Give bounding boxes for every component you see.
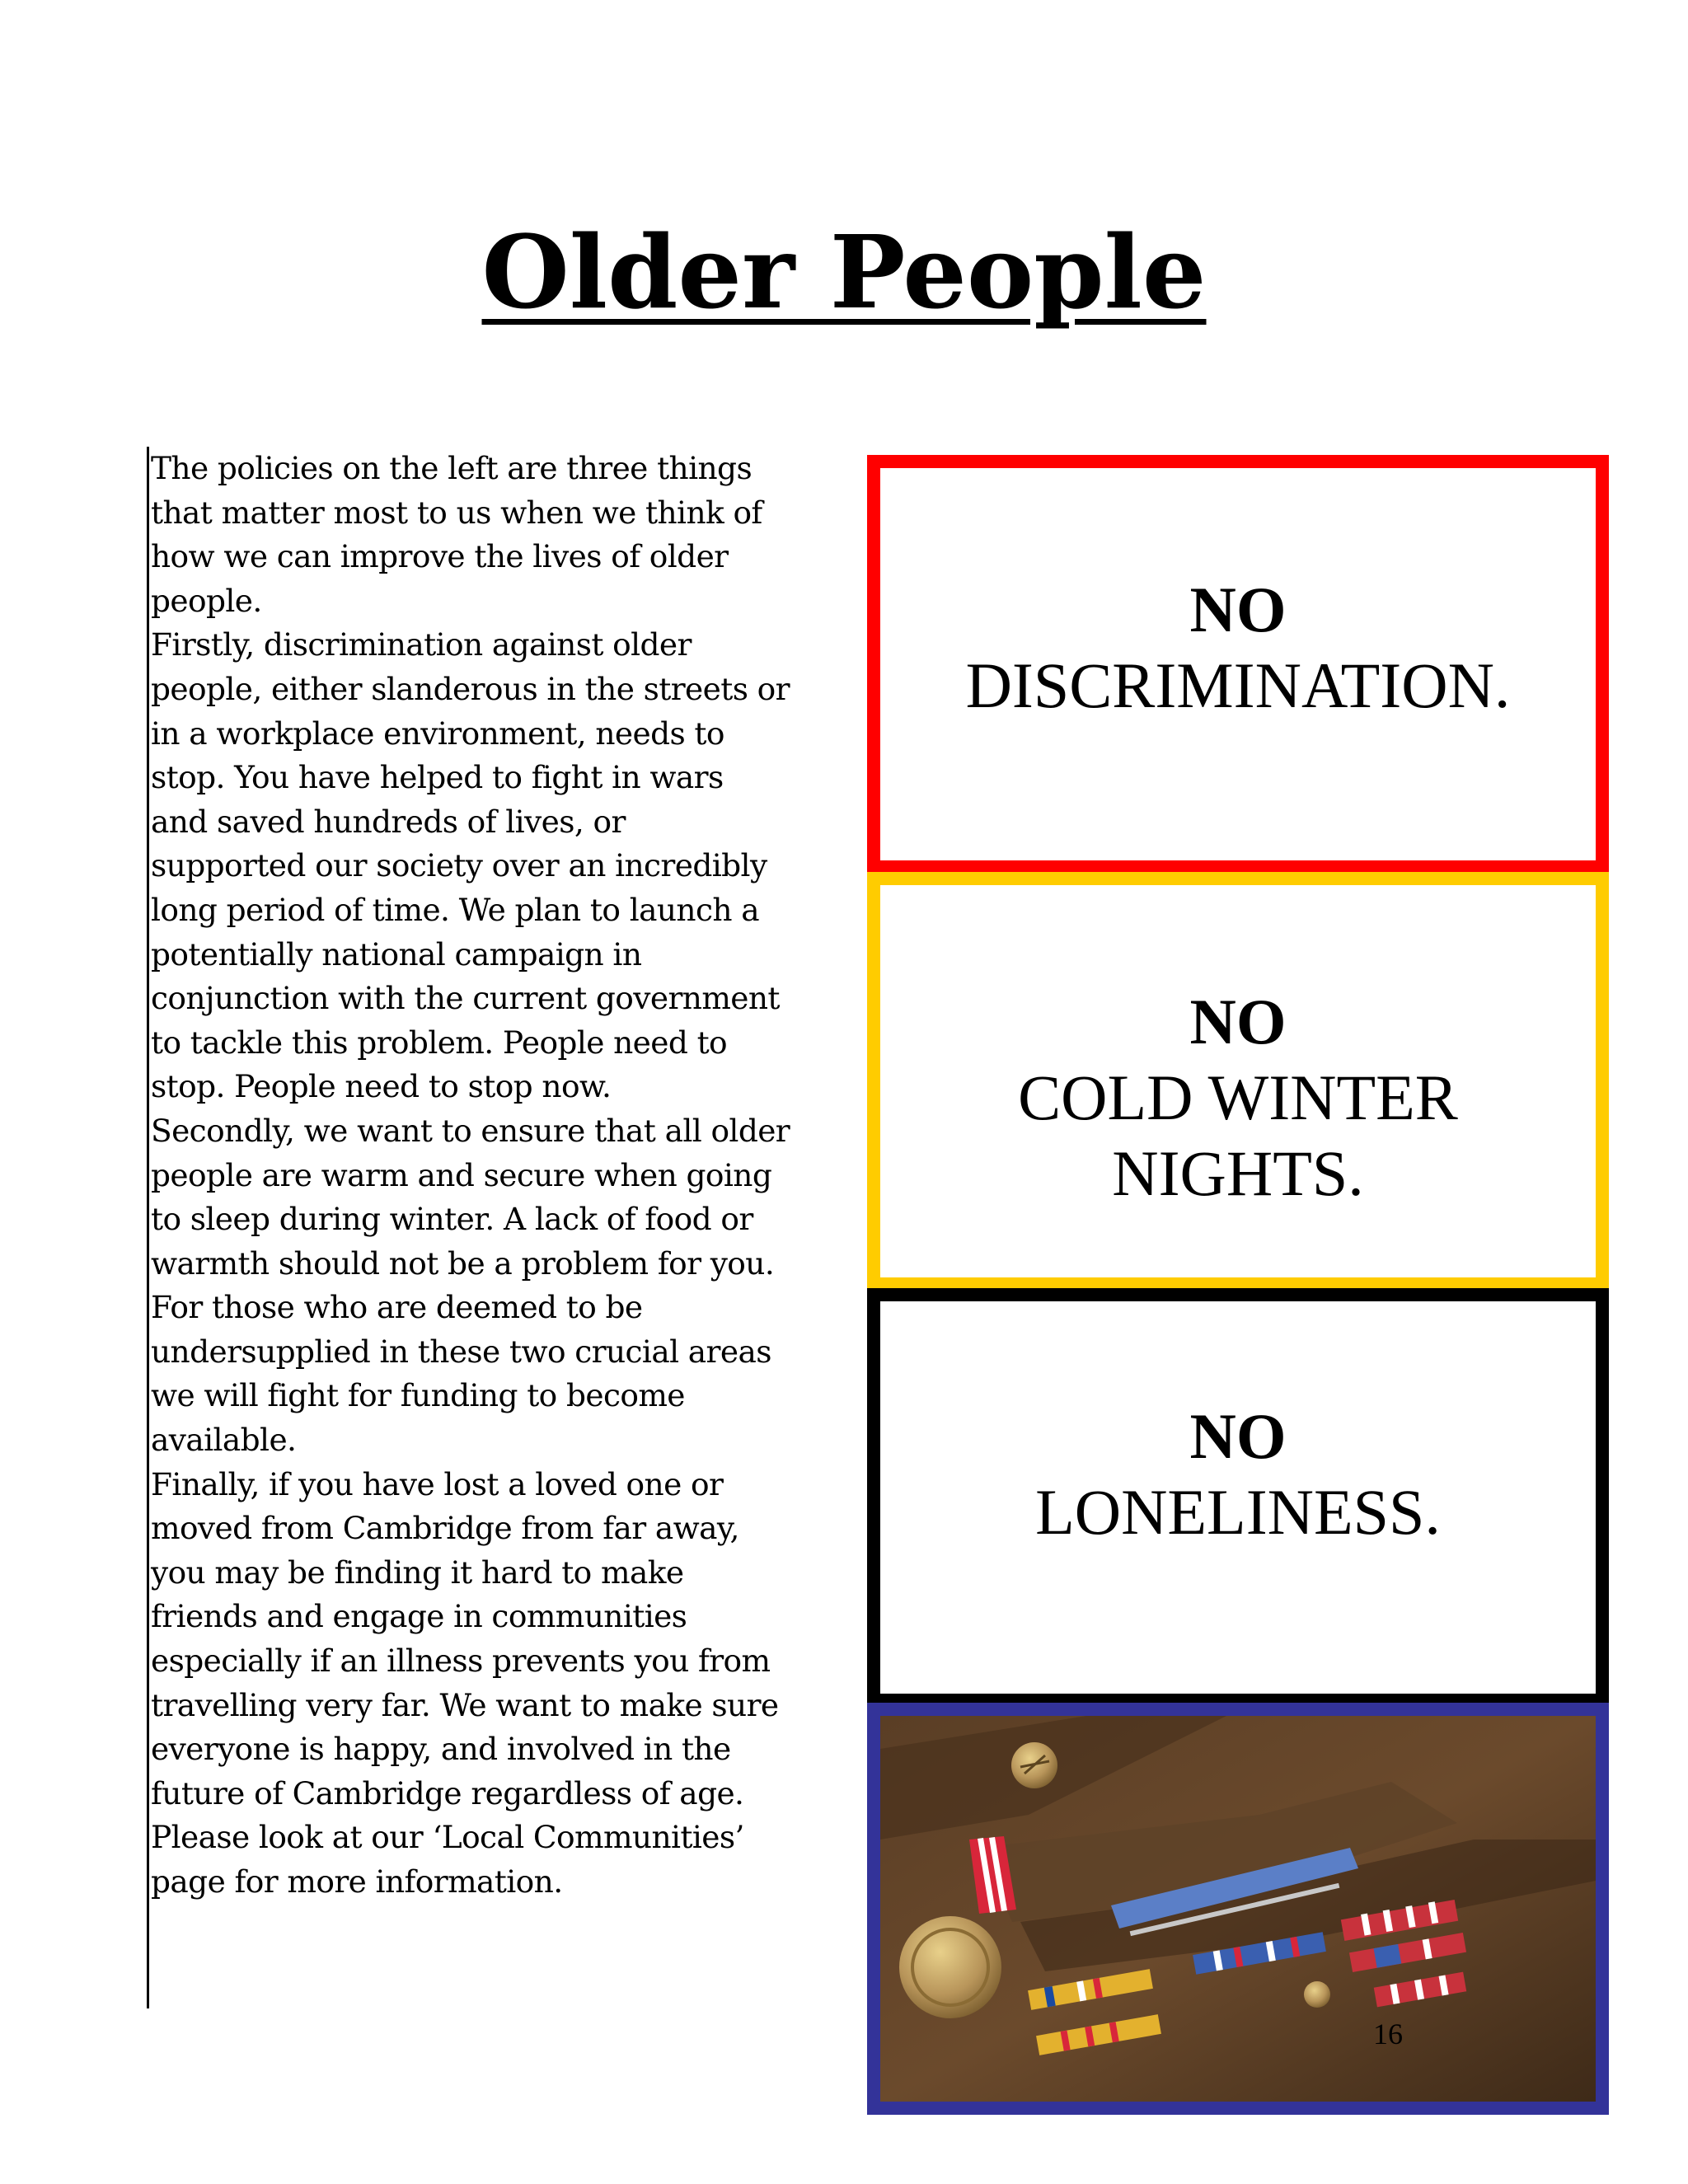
medals-photo: [867, 1703, 1609, 2115]
body-text-line: that matter most to us when we think of: [151, 494, 762, 531]
policy-no-label: NO: [1189, 574, 1287, 645]
body-text-line: moved from Cambridge from far away,: [151, 1510, 739, 1547]
body-text-line: Firstly, discrimination against older: [151, 626, 692, 663]
body-text-line: page for more information.: [151, 1863, 563, 1900]
body-text-line: potentially national campaign in: [151, 935, 642, 972]
body-text-line: available.: [151, 1422, 297, 1459]
policy-box-loneliness: [867, 1288, 1609, 1707]
policy-box-text: [880, 1399, 1596, 1550]
body-text-line: we will fight for funding to become: [151, 1377, 685, 1414]
body-text-line: how we can improve the lives of older: [151, 538, 729, 575]
uniform-medals-image: [880, 1716, 1596, 2102]
policy-line: LONELINESS.: [1035, 1476, 1441, 1548]
body-text-line: stop. People need to stop now.: [151, 1068, 612, 1105]
body-text-line: For those who are deemed to be: [151, 1289, 643, 1326]
body-text-line: everyone is happy, and involved in the: [151, 1731, 731, 1768]
body-text-line: people are warm and secure when going: [151, 1156, 772, 1193]
body-text-line: undersupplied in these two crucial areas: [151, 1333, 771, 1370]
body-text-line: future of Cambridge regardless of age.: [151, 1774, 744, 1811]
body-text-line: long period of time. We plan to launch a: [151, 891, 759, 928]
body-text-line: The policies on the left are three things: [151, 450, 753, 486]
body-text-line: friends and engage in communities: [151, 1598, 687, 1635]
body-text-line: people, either slanderous in the streets or: [151, 670, 790, 707]
page-number: 16: [1373, 2018, 1403, 2050]
body-text-line: to sleep during winter. A lack of food or: [151, 1201, 753, 1238]
body-text-line: stop. You have helped to fight in wars: [151, 759, 724, 796]
page-title: Older People: [481, 213, 1207, 331]
body-text-line: warmth should not be a problem for you.: [151, 1244, 775, 1282]
policy-no-label: NO: [1189, 1400, 1287, 1472]
body-text-line: Secondly, we want to ensure that all older: [151, 1112, 790, 1149]
policy-line: DISCRIMINATION.: [965, 649, 1511, 721]
policy-box-text: [880, 572, 1596, 724]
body-text-line: you may be finding it hard to make: [151, 1554, 684, 1591]
body-text-line: in a workplace environment, needs to: [151, 715, 724, 752]
body-text-column: [147, 447, 790, 2008]
policy-box-cold-winter: [867, 872, 1609, 1291]
body-text-line: conjunction with the current government: [151, 980, 780, 1017]
body-text-line: Finally, if you have lost a loved one or: [151, 1465, 724, 1502]
body-text-line: people.: [151, 582, 262, 619]
policy-line: NIGHTS.: [1112, 1137, 1364, 1209]
policy-no-label: NO: [1189, 986, 1287, 1057]
body-text-line: Please look at our ‘Local Communities’: [151, 1819, 744, 1856]
body-text-line: supported our society over an incredibly: [151, 847, 767, 884]
policy-line: COLD WINTER: [1018, 1062, 1458, 1133]
body-text-line: travelling very far. We want to make sure: [151, 1686, 779, 1723]
uniform-button-icon: [1304, 1981, 1330, 2008]
good-conduct-medal-icon: [899, 1916, 1001, 2018]
body-text-line: and saved hundreds of lives, or: [151, 803, 626, 840]
policy-box-text: [880, 984, 1596, 1212]
body-text-line: especially if an illness prevents you from: [151, 1643, 771, 1680]
policy-box-discrimination: [867, 455, 1609, 874]
body-text-line: to tackle this problem. People need to: [151, 1024, 728, 1061]
